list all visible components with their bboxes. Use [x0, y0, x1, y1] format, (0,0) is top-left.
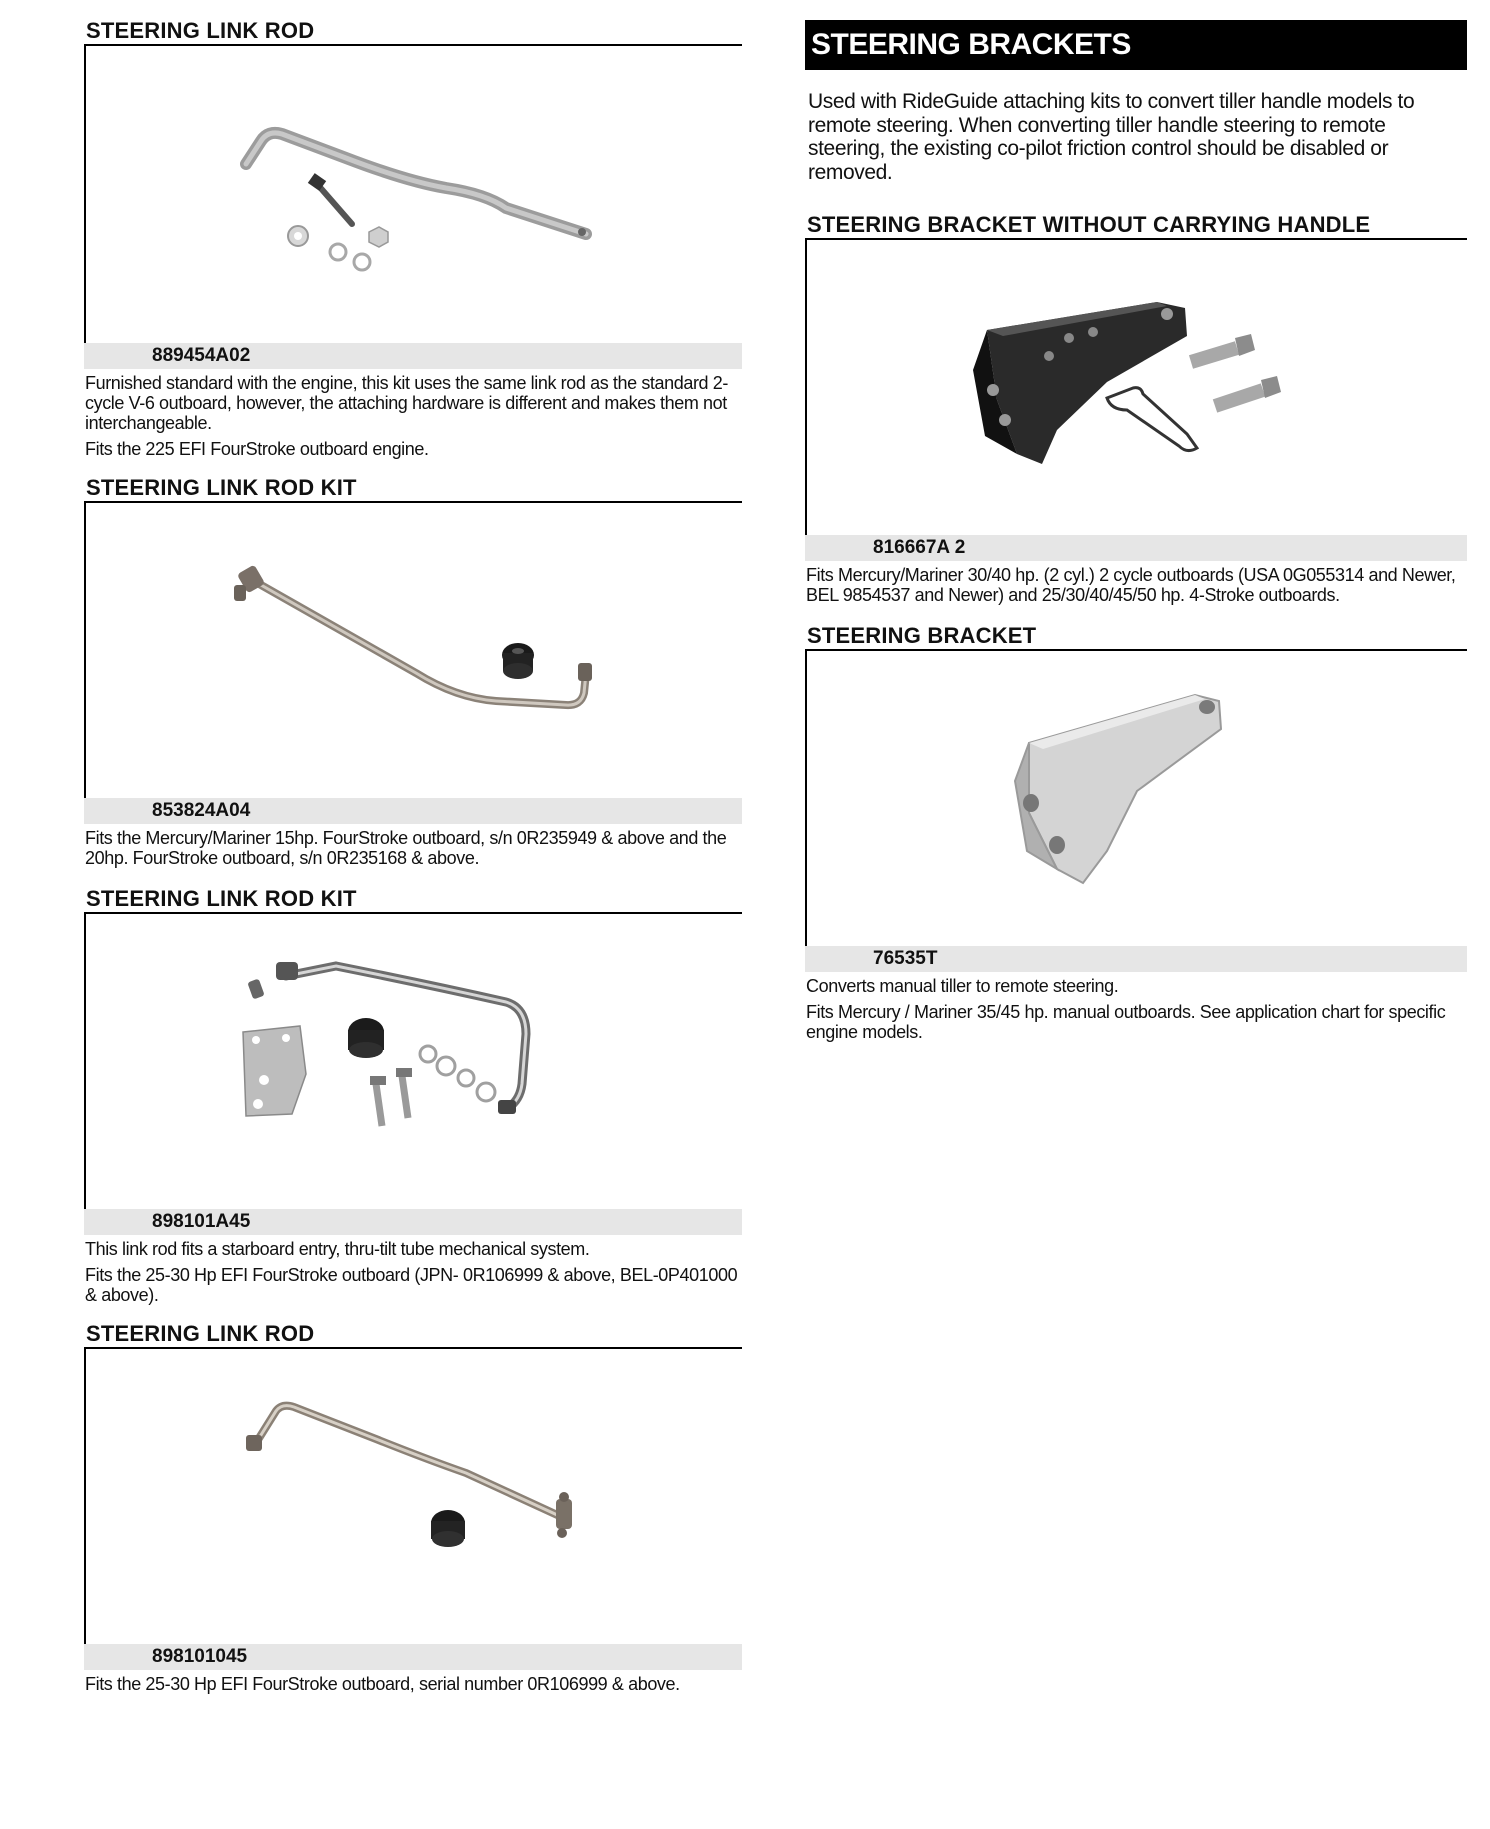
silver-bracket-image: [805, 651, 1467, 946]
description: Converts manual tiller to remote steering.: [806, 976, 1119, 996]
section-title: STEERING LINK ROD KIT: [84, 886, 742, 914]
description: Fits Mercury / Mariner 35/45 hp. manual outboards. See application chart for specific engine models.: [806, 1002, 1446, 1042]
part-number: 816667A 2: [805, 535, 1467, 561]
link-rod-hardware-image: [84, 46, 742, 343]
part-number: 898101A45: [84, 1209, 742, 1235]
section-steering-bracket: [805, 623, 1467, 1042]
section-steering-link-rod-1: [84, 18, 742, 459]
section-title: STEERING LINK ROD: [84, 18, 742, 46]
description: Fits the 225 EFI FourStroke outboard engine.: [85, 439, 429, 459]
section-title: STEERING BRACKET: [805, 623, 1467, 651]
section-steering-link-rod-2: [84, 1321, 742, 1694]
part-number: 889454A02: [84, 343, 742, 369]
description: Furnished standard with the engine, this kit uses the same link rod as the standard 2-cycle V-6 outboard, however, the attaching hardware is different and makes them not interchangeable.: [85, 373, 728, 433]
description: Fits the Mercury/Mariner 15hp. FourStroke outboard, s/n 0R235949 & above and the 20hp. FourStroke outboard, s/n 0R235168 & above.: [85, 828, 727, 868]
part-number: 76535T: [805, 946, 1467, 972]
part-number: 853824A04: [84, 798, 742, 824]
description: Fits Mercury/Mariner 30/40 hp. (2 cyl.) 2 cycle outboards (USA 0G055314 and Newer, BEL 9854537 and Newer) and 25/30/40/45/50 hp. 4-Stroke outboards.: [806, 565, 1456, 605]
section-steering-link-rod-kit-1: [84, 475, 742, 868]
link-rod-kit-bracket-image: [84, 914, 742, 1209]
black-bracket-image: [805, 240, 1467, 535]
description: Fits the 25-30 Hp EFI FourStroke outboard, serial number 0R106999 & above.: [85, 1674, 680, 1694]
intro-text: Used with RideGuide attaching kits to convert tiller handle models to remote steering. When converting tiller handle steering to remote steering, the existing co-pilot friction control should be disabled or removed.: [808, 90, 1415, 184]
part-number: 898101045: [84, 1644, 742, 1670]
description: This link rod fits a starboard entry, thru-tilt tube mechanical system.: [85, 1239, 590, 1259]
section-steering-link-rod-kit-2: [84, 886, 742, 1305]
section-title: STEERING LINK ROD: [84, 1321, 742, 1349]
description: Fits the 25-30 Hp EFI FourStroke outboard (JPN- 0R106999 & above, BEL-0P401000 & above).: [85, 1265, 738, 1305]
link-rod-image: [84, 1349, 742, 1644]
section-title: STEERING LINK ROD KIT: [84, 475, 742, 503]
section-title: STEERING BRACKET WITHOUT CARRYING HANDLE: [805, 212, 1467, 240]
section-bracket-without-handle: [805, 212, 1467, 605]
steering-brackets-banner: STEERING BRACKETS: [805, 20, 1467, 70]
link-rod-kit-image: [84, 503, 742, 798]
